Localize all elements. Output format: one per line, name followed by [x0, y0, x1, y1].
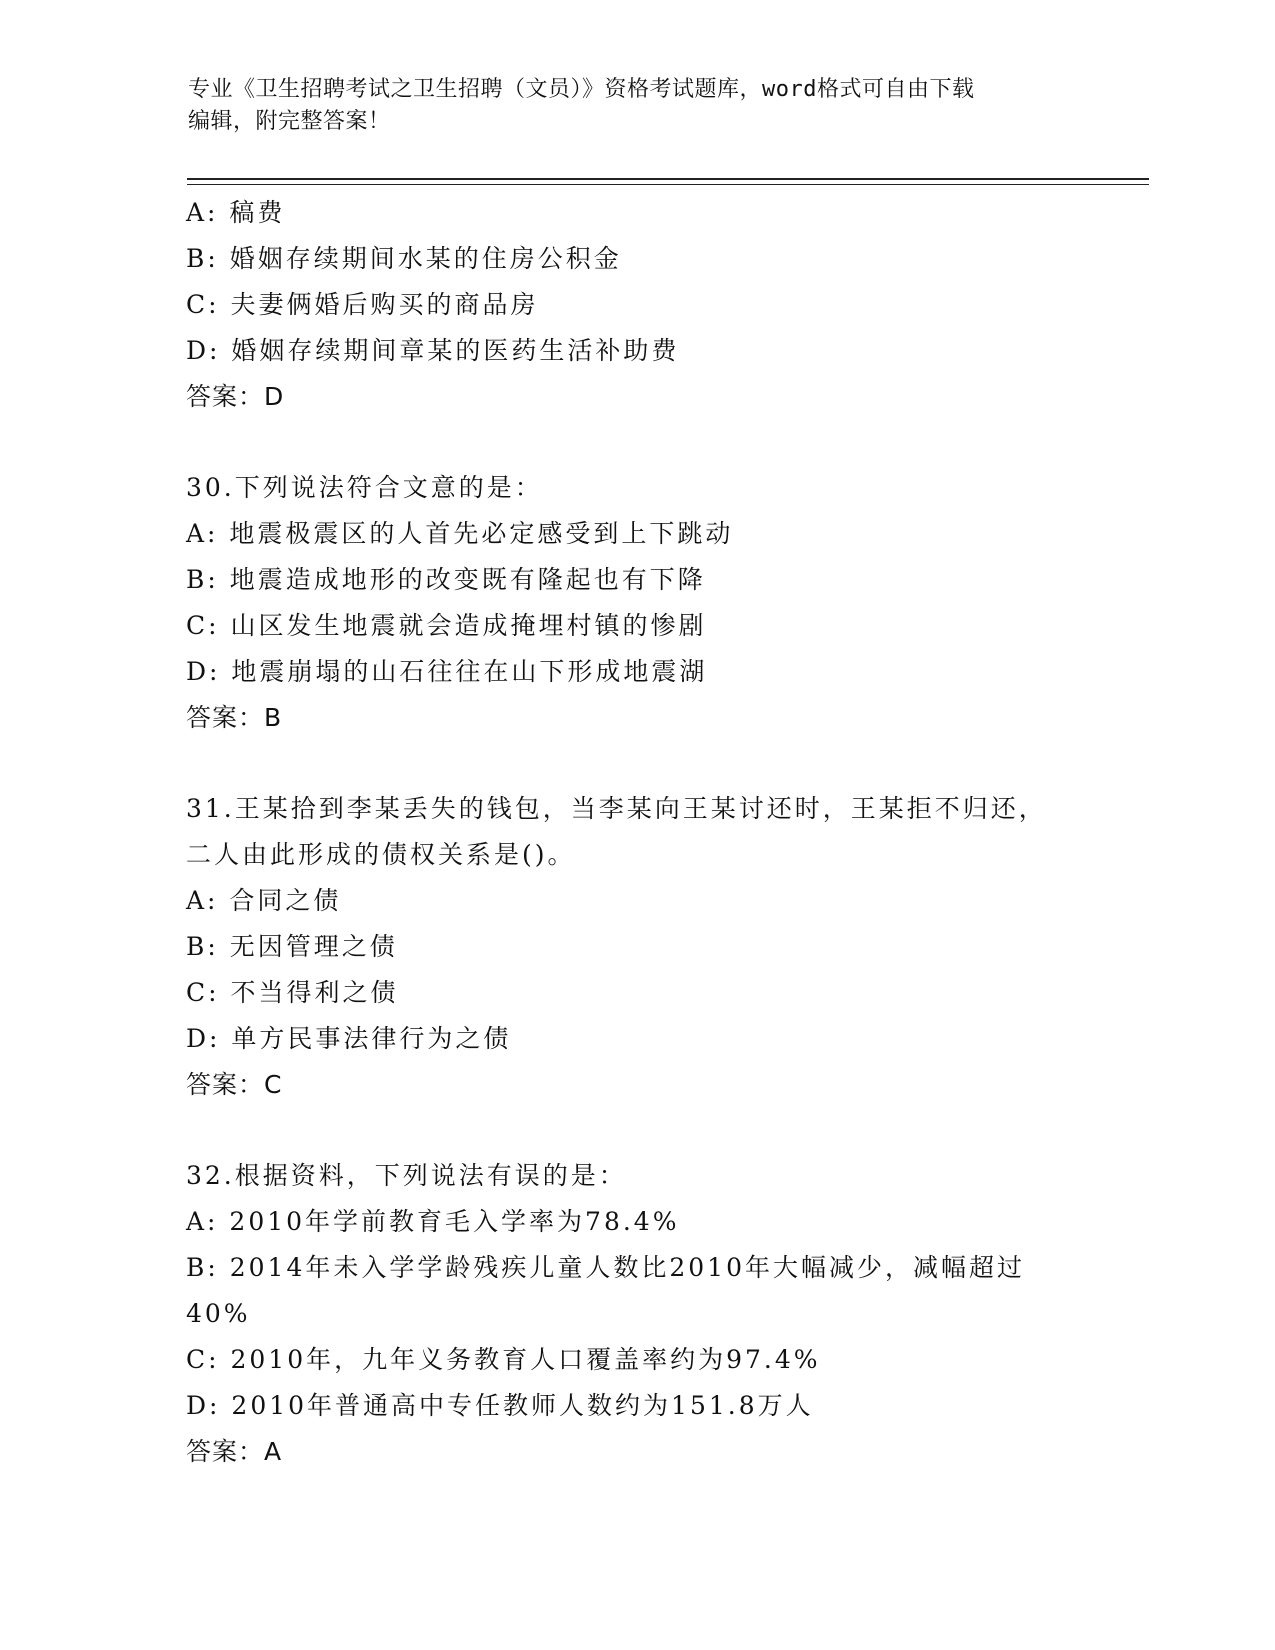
question-30	[186, 465, 1086, 741]
option-a: A: 2010年学前教育毛入学率为78.4%	[186, 1207, 680, 1236]
question-29	[186, 190, 1086, 420]
option-b-line-2: 40%	[186, 1299, 251, 1328]
option-c: C: 不当得利之债	[186, 978, 399, 1007]
answer: 答案：B	[186, 703, 283, 732]
option-b: B: 婚姻存续期间水某的住房公积金	[186, 244, 622, 273]
question-stem: 30.下列说法符合文意的是：	[186, 473, 543, 502]
option-b: B: 无因管理之债	[186, 932, 398, 961]
option-b: B: 地震造成地形的改变既有隆起也有下降	[186, 565, 706, 594]
option-d: D: 2010年普通高中专任教师人数约为151.8万人	[186, 1391, 814, 1420]
spacer	[186, 1108, 1086, 1153]
option-a: A: 合同之债	[186, 886, 342, 915]
answer: 答案：C	[186, 1070, 283, 1099]
option-b-line-1: B: 2014年未入学学龄残疾儿童人数比2010年大幅减少，减幅超过	[186, 1253, 1025, 1282]
question-list	[186, 190, 1086, 1475]
option-c: C: 山区发生地震就会造成掩埋村镇的惨剧	[186, 611, 707, 640]
question-31	[186, 786, 1086, 1108]
question-stem-line-2: 二人由此形成的债权关系是()。	[186, 840, 576, 869]
question-stem-line-1: 31.王某拾到李某丢失的钱包，当李某向王某讨还时，王某拒不归还，	[186, 794, 1047, 823]
header-line-2: 编辑，附完整答案！	[188, 109, 391, 134]
question-stem: 32.根据资料，下列说法有误的是：	[186, 1161, 627, 1190]
header-divider	[187, 178, 1149, 180]
option-d: D: 单方民事法律行为之债	[186, 1024, 512, 1053]
option-d: D: 地震崩塌的山石往往在山下形成地震湖	[186, 657, 708, 686]
spacer	[186, 420, 1086, 465]
answer: 答案：A	[186, 1437, 283, 1466]
header-divider-thin	[187, 184, 1149, 185]
spacer	[186, 741, 1086, 786]
option-c: C: 2010年，九年义务教育人口覆盖率约为97.4%	[186, 1345, 821, 1374]
option-a: A: 地震极震区的人首先必定感受到上下跳动	[186, 519, 734, 548]
option-c: C: 夫妻俩婚后购买的商品房	[186, 290, 539, 319]
question-32	[186, 1153, 1086, 1475]
document-header	[188, 74, 1068, 138]
header-line-1: 专业《卫生招聘考试之卫生招聘（文员）》资格考试题库，word格式可自由下载	[188, 77, 975, 102]
option-d: D: 婚姻存续期间章某的医药生活补助费	[186, 336, 680, 365]
option-a: A: 稿费	[186, 198, 286, 227]
answer: 答案：D	[186, 382, 285, 411]
